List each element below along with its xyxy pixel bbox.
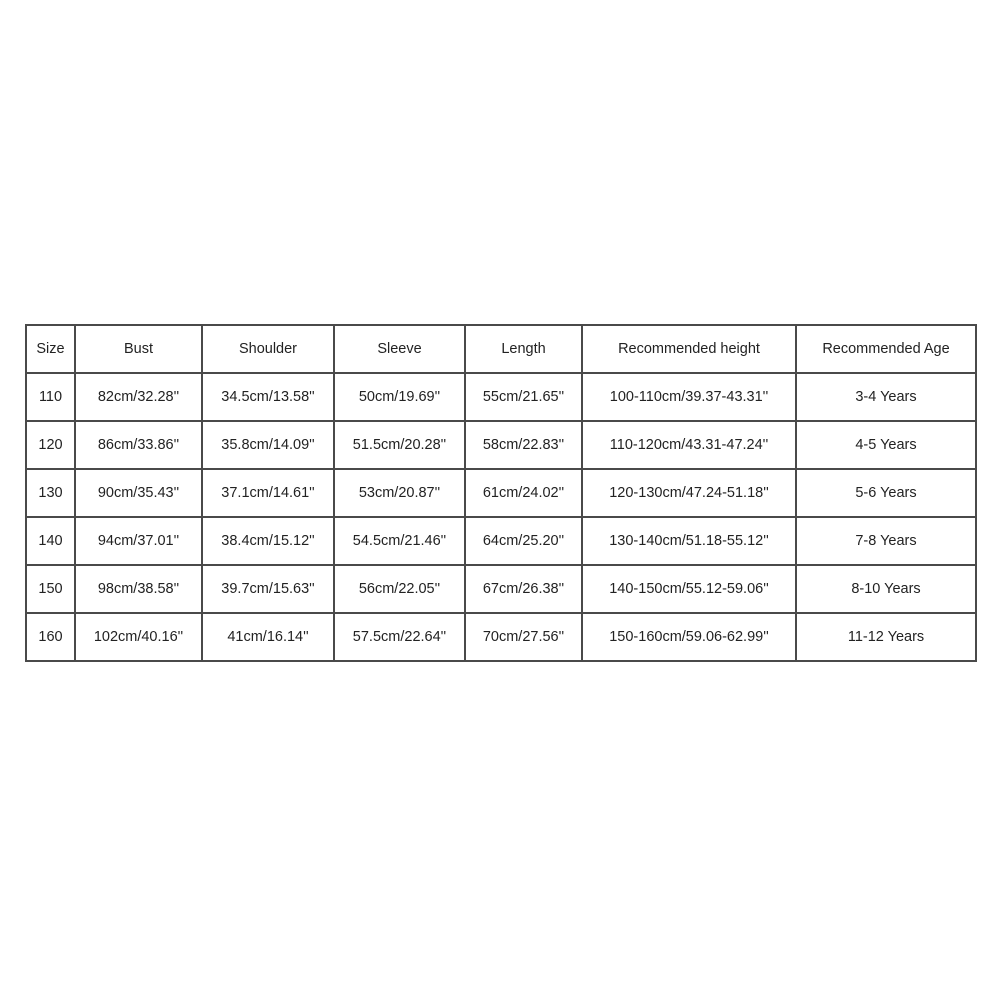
cell-recommended-age: 11-12 Years bbox=[796, 613, 976, 661]
cell-shoulder: 35.8cm/14.09'' bbox=[202, 421, 334, 469]
cell-length: 67cm/26.38'' bbox=[465, 565, 582, 613]
cell-recommended-age: 8-10 Years bbox=[796, 565, 976, 613]
cell-bust: 94cm/37.01'' bbox=[75, 517, 202, 565]
header-size: Size bbox=[26, 325, 75, 373]
header-bust: Bust bbox=[75, 325, 202, 373]
cell-size: 150 bbox=[26, 565, 75, 613]
cell-size: 160 bbox=[26, 613, 75, 661]
cell-length: 58cm/22.83'' bbox=[465, 421, 582, 469]
cell-length: 64cm/25.20'' bbox=[465, 517, 582, 565]
size-chart-table bbox=[25, 324, 977, 662]
cell-recommended-height: 150-160cm/59.06-62.99'' bbox=[582, 613, 796, 661]
cell-bust: 98cm/38.58'' bbox=[75, 565, 202, 613]
header-row bbox=[26, 325, 976, 373]
cell-size: 140 bbox=[26, 517, 75, 565]
table-row bbox=[26, 517, 976, 565]
cell-sleeve: 53cm/20.87'' bbox=[334, 469, 465, 517]
cell-recommended-height: 110-120cm/43.31-47.24'' bbox=[582, 421, 796, 469]
cell-recommended-height: 140-150cm/55.12-59.06'' bbox=[582, 565, 796, 613]
cell-size: 130 bbox=[26, 469, 75, 517]
cell-shoulder: 41cm/16.14'' bbox=[202, 613, 334, 661]
table-row bbox=[26, 565, 976, 613]
cell-sleeve: 51.5cm/20.28'' bbox=[334, 421, 465, 469]
cell-shoulder: 37.1cm/14.61'' bbox=[202, 469, 334, 517]
cell-length: 61cm/24.02'' bbox=[465, 469, 582, 517]
cell-recommended-age: 7-8 Years bbox=[796, 517, 976, 565]
header-recommended-height: Recommended height bbox=[582, 325, 796, 373]
table-row bbox=[26, 469, 976, 517]
header-length: Length bbox=[465, 325, 582, 373]
header-shoulder: Shoulder bbox=[202, 325, 334, 373]
cell-recommended-height: 120-130cm/47.24-51.18'' bbox=[582, 469, 796, 517]
table-row bbox=[26, 613, 976, 661]
cell-bust: 86cm/33.86'' bbox=[75, 421, 202, 469]
cell-length: 55cm/21.65'' bbox=[465, 373, 582, 421]
cell-size: 110 bbox=[26, 373, 75, 421]
cell-shoulder: 39.7cm/15.63'' bbox=[202, 565, 334, 613]
cell-size: 120 bbox=[26, 421, 75, 469]
header-sleeve: Sleeve bbox=[334, 325, 465, 373]
cell-bust: 90cm/35.43'' bbox=[75, 469, 202, 517]
cell-sleeve: 56cm/22.05'' bbox=[334, 565, 465, 613]
cell-recommended-age: 5-6 Years bbox=[796, 469, 976, 517]
cell-sleeve: 54.5cm/21.46'' bbox=[334, 517, 465, 565]
cell-sleeve: 50cm/19.69'' bbox=[334, 373, 465, 421]
cell-sleeve: 57.5cm/22.64'' bbox=[334, 613, 465, 661]
cell-bust: 102cm/40.16'' bbox=[75, 613, 202, 661]
cell-shoulder: 34.5cm/13.58'' bbox=[202, 373, 334, 421]
cell-recommended-age: 4-5 Years bbox=[796, 421, 976, 469]
cell-length: 70cm/27.56'' bbox=[465, 613, 582, 661]
cell-recommended-height: 130-140cm/51.18-55.12'' bbox=[582, 517, 796, 565]
cell-recommended-age: 3-4 Years bbox=[796, 373, 976, 421]
cell-bust: 82cm/32.28'' bbox=[75, 373, 202, 421]
table-row bbox=[26, 421, 976, 469]
cell-shoulder: 38.4cm/15.12'' bbox=[202, 517, 334, 565]
table-row bbox=[26, 373, 976, 421]
cell-recommended-height: 100-110cm/39.37-43.31'' bbox=[582, 373, 796, 421]
header-recommended-age: Recommended Age bbox=[796, 325, 976, 373]
